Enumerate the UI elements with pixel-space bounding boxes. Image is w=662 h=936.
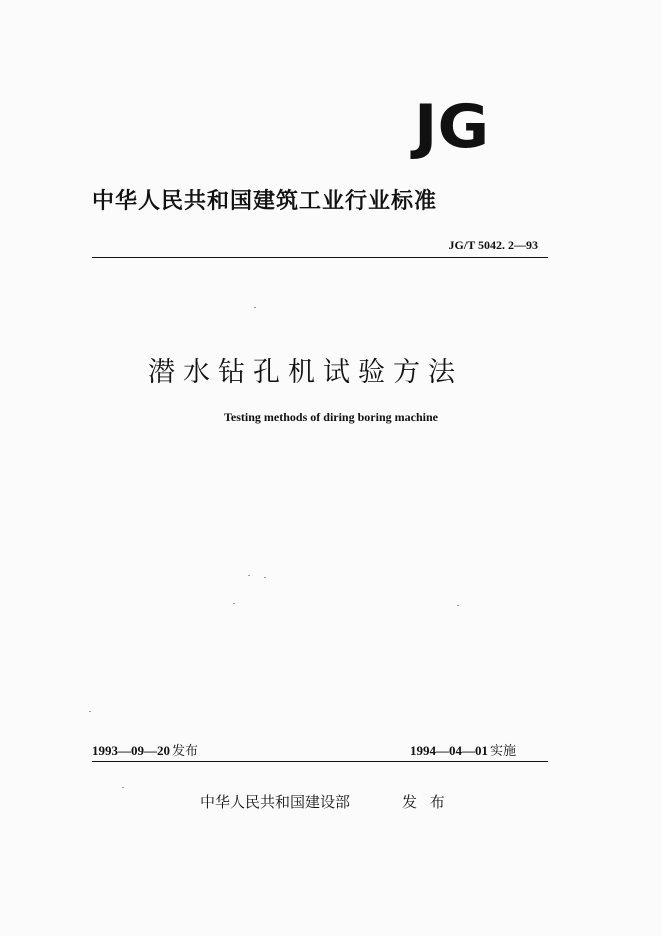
effective-date-label: 实施 (490, 744, 517, 759)
publish-date-value: 1993—09—20 (92, 743, 170, 758)
scan-speck (122, 787, 124, 788)
standard-number: JG/T 5042. 2—93 (448, 238, 538, 252)
scan-speck (248, 575, 250, 576)
jg-logo: JG (414, 92, 490, 162)
issuing-authority: 中华人民共和国建设部 (200, 793, 351, 811)
effective-date-value: 1994—04—01 (410, 743, 488, 758)
document-title-english: Testing methods of diring boring machine (224, 410, 438, 424)
scan-speck (457, 605, 459, 606)
footer-divider (92, 761, 548, 762)
scan-speck (264, 577, 266, 578)
publish-date (92, 740, 198, 759)
scan-speck (89, 711, 91, 712)
header-divider (92, 257, 548, 258)
scan-speck (254, 307, 256, 308)
effective-date (410, 740, 516, 759)
issuing-action: 发 布 (402, 793, 449, 811)
standard-category: 中华人民共和国建筑工业行业标准 (92, 189, 438, 214)
document-title-chinese: 潜水钻孔机试验方法 (148, 357, 463, 388)
scan-speck (233, 603, 235, 604)
publish-date-label: 发布 (172, 744, 199, 759)
